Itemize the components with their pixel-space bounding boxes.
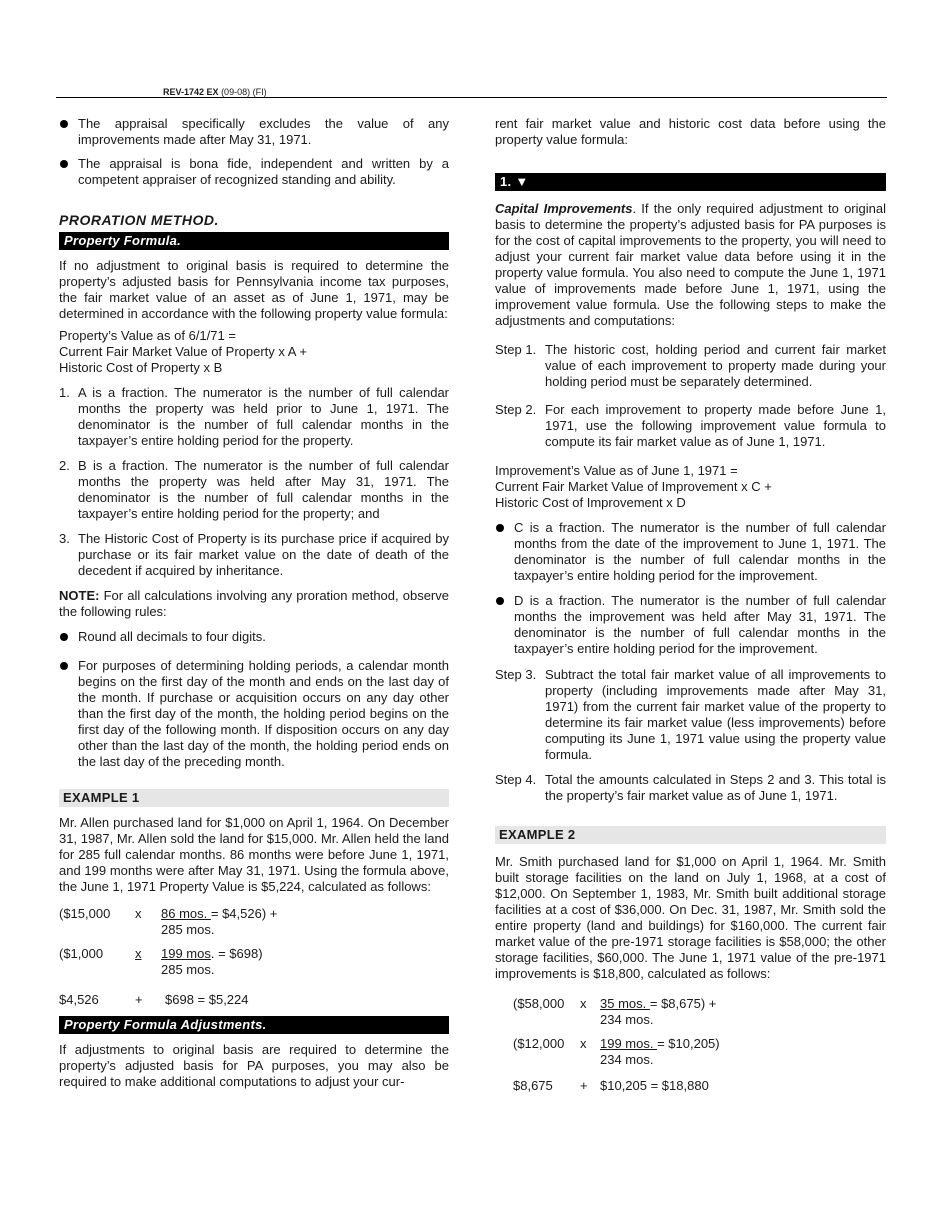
fraction-bullet: C is a fraction. The numerator is the number of full calendar months from the date of the improvement to June 1, 1971. The denominator is the number of full calendar months in the taxpayer’s entire holding period for the improvement. (495, 520, 886, 584)
improvement-formula-line: Current Fair Market Value of Improvement x C + (495, 479, 772, 494)
left-column (59, 116, 449, 1090)
fraction-bullet: D is a fraction. The numerator is the number of full calendar months the improvement was held after May 31, 1971. The denominator is the number of full calendar months in the taxpayer’s entire holding period for the improvement. (495, 593, 886, 657)
bullet-item: The appraisal is bona fide, independent and written by a competent appraiser of recognized standing and ability. (59, 156, 449, 188)
calc-total: $4,526 + $698 = $5,224 (59, 992, 249, 1007)
formula-line: Historic Cost of Property x B (59, 360, 223, 375)
adjustments-text: If adjustments to original basis are required to determine the property’s adjusted basis for PA purposes, you may also be required to make additional computations to adjust your cur- (59, 1042, 449, 1089)
continued-text: rent fair market value and historic cost data before using the property value formula: (495, 116, 886, 147)
calc-total: $8,675 + $10,205 = $18,880 (513, 1078, 709, 1093)
formula-line: Property’s Value as of 6/1/71 = (59, 328, 236, 343)
numbered-item: 3. The Historic Cost of Property is its purchase price if acquired by purchase or its fair market value on the date of death of the decedent if acquired by inheritance. (59, 531, 449, 578)
improvement-formula-line: Historic Cost of Improvement x D (495, 495, 686, 510)
numbered-item: 2. B is a fraction. The numerator is the number of full calendar months the property was held after May 31, 1971. The denominator is the number of full calendar months in the taxpayer’s entire holding period for the property; and (59, 458, 449, 521)
improvement-formula-line: Improvement’s Value as of June 1, 1971 = (495, 463, 738, 478)
header-rule (56, 97, 887, 98)
step-item: Step 2. For each improvement to property made before June 1, 1971, use the following improvement value formula to compute its fair market value as of June 1, 1971. (495, 402, 886, 449)
example-2-heading: EXAMPLE 2 (495, 826, 886, 844)
proration-method-heading: PRORATION METHOD. (59, 212, 219, 228)
step-item: Step 3. Subtract the total fair market value of all improvements to property (including improvements made after May 31, 1971) from the current fair market value of the property to determine its fair market value (less improvements) before computing its June 1, 1971 value using the property value formula. (495, 667, 886, 762)
form-revision: (09-08) (FI) (221, 87, 267, 97)
calc-line: ($1,000 x 199 mos. = $698) 285 mos. (59, 946, 263, 977)
example-1-heading: EXAMPLE 1 (59, 789, 449, 807)
rule-item: For purposes of determining holding periods, a calendar month begins on the first day of the month and ends on the last day of the month. If purchase or acquisition occurs on any day other than the first day of the month, the holding period begins on the first day of the following month. If disposition occurs on any day other than the last day of the month, the holding period ends on the last day of the preceding month. (59, 658, 449, 770)
property-formula-adjustments-bar: Property Formula Adjustments. (59, 1016, 449, 1034)
calc-line: ($15,000 x 86 mos. = $4,526) + 285 mos. (59, 906, 278, 937)
property-formula-bar: Property Formula. (59, 232, 449, 250)
numbered-item: 1. A is a fraction. The numerator is the number of full calendar months the property was held prior to June 1, 1971. The denominator is the number of full calendar months in the taxpayer’s entire holding period for the property. (59, 385, 449, 448)
formula-line: Current Fair Market Value of Property x A + (59, 344, 307, 359)
rule-item: Round all decimals to four digits. (59, 629, 449, 645)
step-item: Step 4. Total the amounts calculated in Steps 2 and 3. This total is the property’s fair market value as of June 1, 1971. (495, 772, 886, 803)
step-item: Step 1. The historic cost, holding period and current fair market value of each improvement to property made during your holding period must be separately determined. (495, 342, 886, 389)
form-number: REV-1742 EX (163, 87, 219, 97)
capital-improvements-text: Capital Improvements. If the only required adjustment to original basis to determine the property’s adjusted basis for PA purposes is for the cost of capital improvements to the property, you will need to adjust your current fair market value data before using it in the property value formula. You also need to compute the June 1, 1971 value of improvements made before June 1, 1971, using the improvement value formula. Use the following steps to make the adjustments and computations: (495, 201, 886, 328)
calc-line: ($12,000 x 199 mos. = $10,205) 234 mos. (513, 1036, 720, 1067)
form-header (163, 87, 267, 97)
bullet-item: The appraisal specifically excludes the value of any improvements made after May 31, 1971. (59, 116, 449, 148)
example-2-text: Mr. Smith purchased land for $1,000 on April 1, 1964. Mr. Smith built storage facilities on the land on July 1, 1968, at a cost of $12,000. On September 1, 1983, Mr. Smith built additional storage facilities at a cost of $36,000. On Dec. 31, 1987, Mr. Smith sold the entire property (land and buildings) for $160,000. The current fair market value of the pre-1971 storage facilities is $58,000; the other storage facilities, $60,000. The June 1, 1971 value of the pre-1971 improvements is $18,800, calculated as follows: (495, 854, 886, 981)
example-1-text: Mr. Allen purchased land for $1,000 on April 1, 1964. On December 31, 1987, Mr. Allen sold the land for $15,000. Mr. Allen held the land for 285 full calendar months. 86 months were before June 1, 1971, and 199 months were after May 31, 1971. Using the formula above, the June 1, 1971 Property Value is $5,224, calculated as follows: (59, 815, 449, 894)
note-paragraph: NOTE: For all calculations involving any proration method, observe the following rules: (59, 588, 449, 619)
right-column (495, 116, 886, 1094)
section-1-bar: 1. ▼ (495, 173, 886, 191)
calc-line: ($58,000 x 35 mos. = $8,675) + 234 mos. (513, 996, 717, 1027)
property-formula-intro: If no adjustment to original basis is required to determine the property’s adjusted basis for Pennsylvania income tax purposes, the fair market value of an asset as of June 1, 1971, may be determined in accordance with the following property value formula: (59, 258, 449, 321)
